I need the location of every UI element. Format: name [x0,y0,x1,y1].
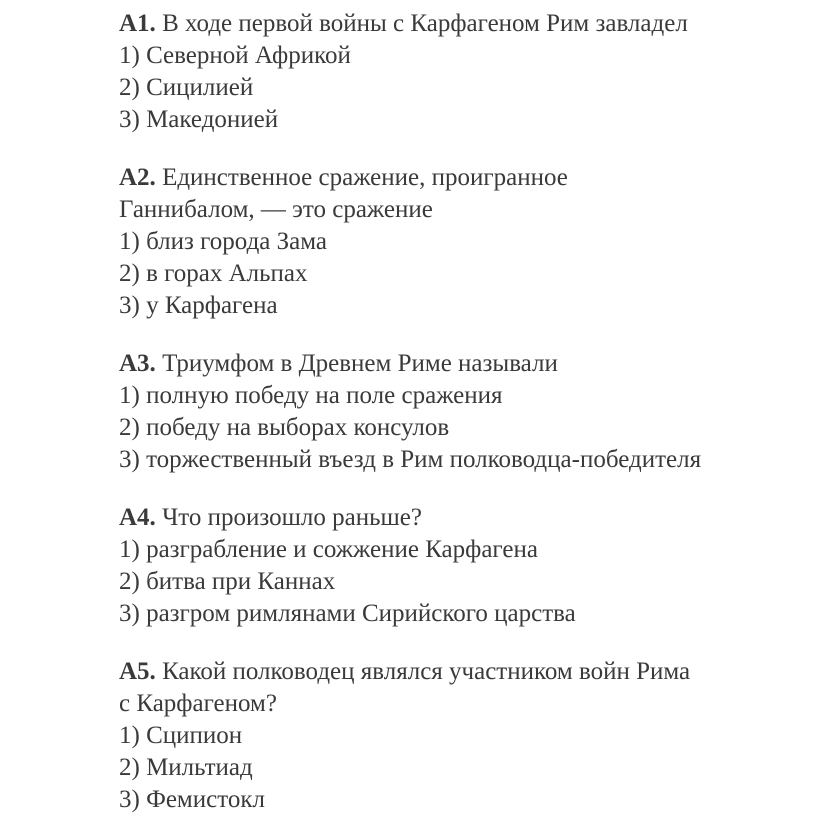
question-a4 [119,502,819,630]
question-stem [119,162,819,194]
quiz-page [119,8,819,816]
question-text-continued: с Карфагеном? [119,690,277,717]
question-text: Что произошло раньше? [162,504,422,531]
answer-option: 2) победу на выборах консулов [119,414,450,441]
answer-option: 1) полную победу на поле сражения [119,382,503,409]
question-number: А1. [119,10,156,37]
answer-option: 1) близ города Зама [119,228,327,255]
question-stem [119,8,819,40]
answer-option: 1) разграбление и сожжение Карфагена [119,536,538,563]
question-number: А2. [119,164,156,191]
question-number: А5. [119,658,156,685]
answer-option: 1) Северной Африкой [119,42,351,69]
answer-option: 3) Македонией [119,106,279,133]
question-a1 [119,8,819,136]
question-text-continued: Ганнибалом, — это сражение [119,196,433,223]
answer-option: 3) у Карфагена [119,292,278,319]
answer-option: 2) Мильтиад [119,754,253,781]
question-a2 [119,162,819,322]
question-stem [119,656,819,688]
question-number: А4. [119,504,156,531]
answer-option: 3) разгром римлянами Сирийского царства [119,600,576,627]
question-a3 [119,348,819,476]
question-a5 [119,656,819,816]
answer-option: 2) Сицилией [119,74,254,101]
question-text: Триумфом в Древнем Риме называли [162,350,558,377]
question-number: А3. [119,350,156,377]
answer-option: 1) Сципион [119,722,243,749]
answer-option: 2) битва при Каннах [119,568,336,595]
question-text: Единственное сражение, проигранное [162,164,568,191]
question-stem [119,348,819,380]
answer-option: 3) Фемистокл [119,786,265,813]
answer-option: 3) торжественный въезд в Рим полководца-победителя [119,446,702,473]
answer-option: 2) в горах Альпах [119,260,308,287]
question-text: В ходе первой войны с Карфагеном Рим завладел [162,10,688,37]
question-stem [119,502,819,534]
question-text: Какой полководец являлся участником войн Рима [162,658,691,685]
